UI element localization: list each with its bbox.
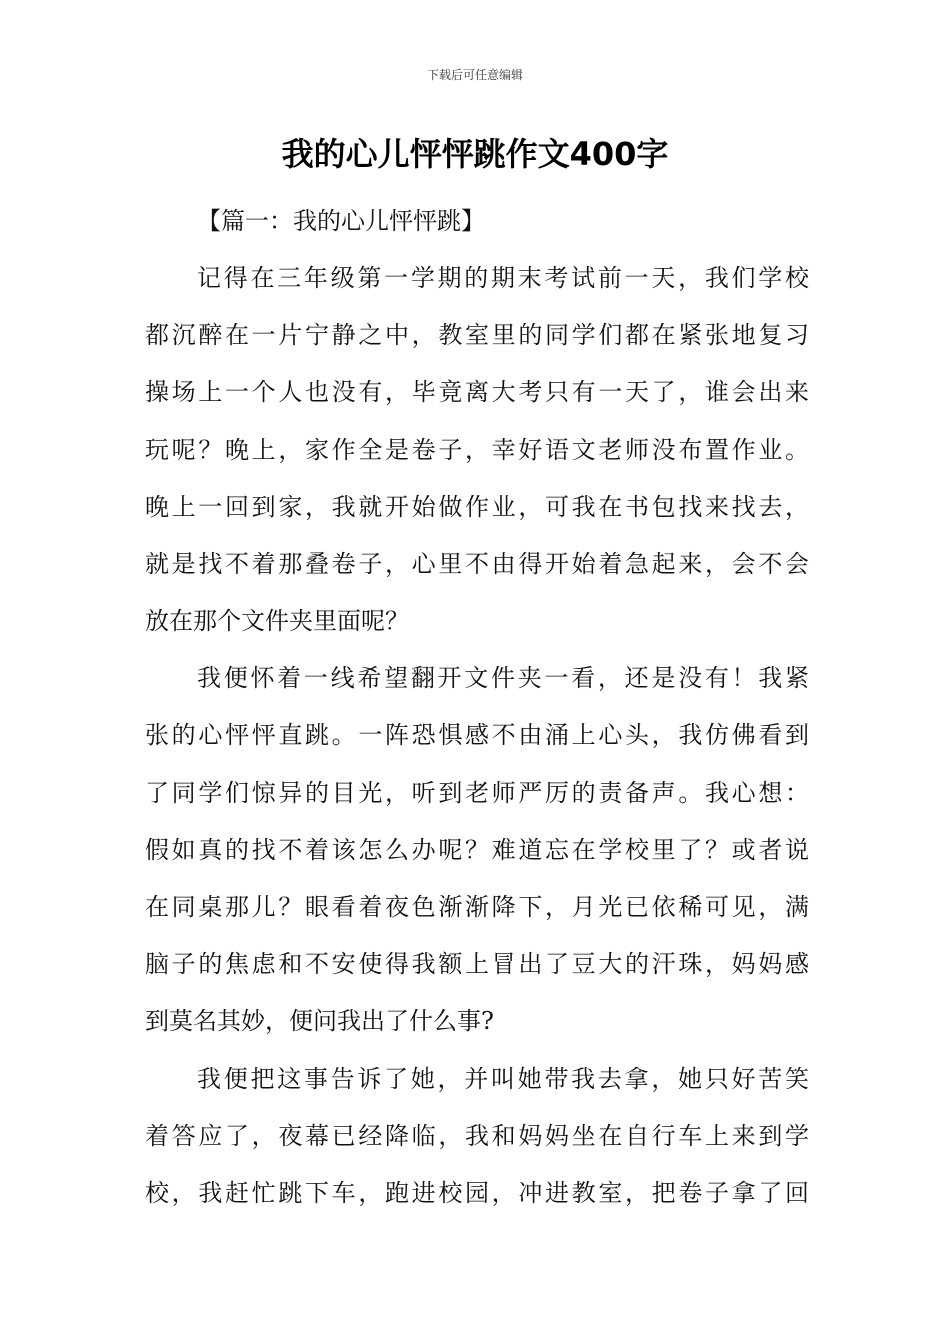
paragraph-line: 假如真的找不着该怎么办呢？难道忘在学校里了？或者说 (145, 836, 809, 864)
paragraph-line: 了同学们惊异的目光，听到老师严厉的责备声。我心想： (145, 779, 809, 807)
document-title: 我的心儿怦怦跳作文400字 (281, 135, 669, 173)
paragraph-line: 校，我赶忙跳下车，跑进校园，冲进教室，把卷子拿了回 (145, 1179, 809, 1207)
paragraph-line: 我便把这事告诉了她，并叫她带我去拿，她只好苦笑 (197, 1065, 809, 1093)
section-heading: 【篇一：我的心儿怦怦跳】 (197, 207, 485, 235)
paragraph-line: 记得在三年级第一学期的期末考试前一天，我们学校 (197, 264, 809, 292)
paragraph-line: 在同桌那儿？眼看着夜色渐渐降下，月光已依稀可见，满 (145, 893, 809, 921)
paragraph-line: 都沉醉在一片宁静之中，教室里的同学们都在紧张地复习 (145, 321, 809, 349)
paragraph-line: 脑子的焦虑和不安使得我额上冒出了豆大的汗珠，妈妈感 (145, 950, 809, 978)
paragraph-line: 放在那个文件夹里面呢？ (145, 607, 409, 635)
paragraph-line: 到莫名其妙，便问我出了什么事? (145, 1007, 494, 1035)
paragraph-line: 我便怀着一线希望翻开文件夹一看，还是没有！我紧 (197, 664, 809, 692)
paragraph-line: 晚上一回到家，我就开始做作业，可我在书包找来找去， (145, 493, 809, 521)
paragraph-line: 张的心怦怦直跳。一阵恐惧感不由涌上心头，我仿佛看到 (145, 721, 809, 749)
paragraph-line: 着答应了，夜幕已经降临，我和妈妈坐在自行车上来到学 (145, 1122, 809, 1150)
paragraph-line: 操场上一个人也没有，毕竟离大考只有一天了，谁会出来 (145, 378, 809, 406)
header-note: 下载后可任意编辑 (426, 68, 523, 82)
paragraph-line: 就是找不着那叠卷子，心里不由得开始着急起来，会不会 (145, 550, 809, 578)
paragraph-line: 玩呢？晚上，家作全是卷子，幸好语文老师没布置作业。 (145, 436, 809, 464)
